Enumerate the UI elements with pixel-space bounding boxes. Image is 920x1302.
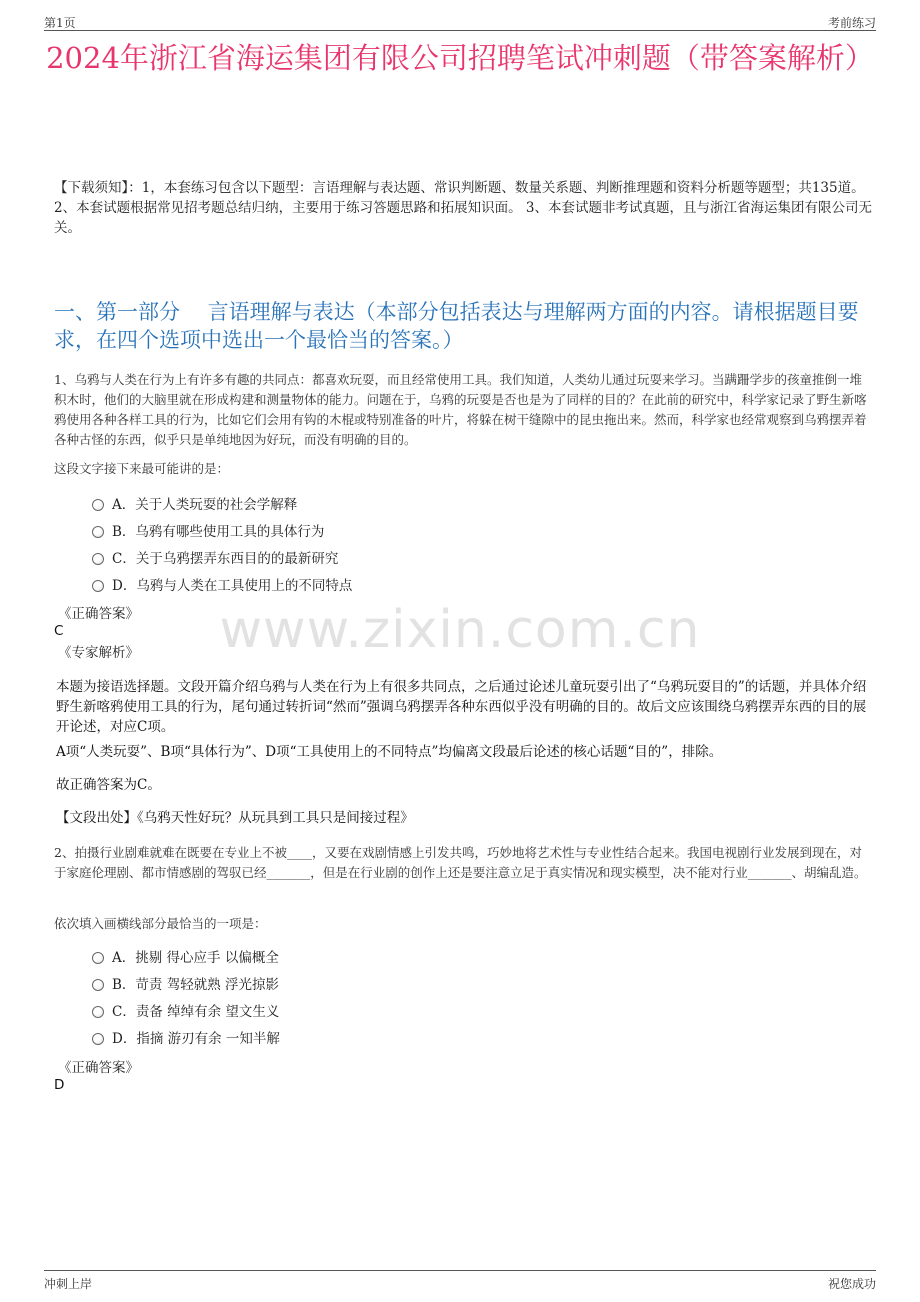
- section-heading: 一、第一部分 言语理解与表达（本部分包括表达与理解两方面的内容。请根据题目要求，在四个选项中选出一个最恰当的答案。）: [54, 300, 859, 352]
- question-1-answer: C: [54, 623, 64, 639]
- question-1-analysis-p3: 故正确答案为C。: [56, 777, 161, 793]
- question-2-option-b[interactable]: [92, 972, 280, 999]
- question-1-options: [92, 492, 352, 600]
- question-1-analysis-p2: A项“人类玩耍”、B项“具体行为”、D项“工具使用上的不同特点”均偏离文段最后论述的核心话题“目的”，排除。: [56, 744, 723, 760]
- header-label: 考前练习: [827, 16, 876, 30]
- question-2-prompt: 依次填入画横线部分最恰当的一项是：: [54, 916, 267, 931]
- page-header: [44, 10, 876, 31]
- watermark: www.zixin.com.cn: [219, 600, 701, 660]
- question-2-options: [92, 945, 280, 1053]
- question-2-option-a[interactable]: [92, 945, 280, 972]
- download-notice: 【下载须知】：1，本套练习包含以下题型：言语理解与表达题、常识判断题、数量关系题、判断推理题和资料分析题等题型；共135道。 2、本套试题根据常见招考题总结归纳，主要用于练习答题思路和拓展知识面。 3、本套试题非考试真题，且与浙江省海运集团有限公司无关。: [54, 180, 872, 236]
- radio-icon[interactable]: [92, 580, 104, 592]
- radio-icon[interactable]: [92, 1006, 104, 1018]
- radio-icon[interactable]: [92, 526, 104, 538]
- question-2-option-d[interactable]: [92, 1026, 280, 1053]
- question-1-analysis-label: 《专家解析》: [58, 645, 139, 661]
- footer-right-label: 祝您成功: [827, 1277, 876, 1291]
- option-label: C．关于乌鸦摆弄东西目的的最新研究: [112, 551, 339, 567]
- document-title: 2024年浙江省海运集团有限公司招聘笔试冲刺题（带答案解析）: [46, 41, 874, 75]
- radio-icon[interactable]: [92, 979, 104, 991]
- option-label: C．责备 绰绰有余 望文生义: [112, 1004, 280, 1020]
- radio-icon[interactable]: [92, 499, 104, 511]
- option-label: A．挑剔 得心应手 以偏概全: [112, 950, 279, 966]
- question-2-stem: 2、拍摄行业剧难就难在既要在专业上不被____，又要在戏剧情感上引发共鸣，巧妙地将艺术性与专业性结合起来。我国电视剧行业发展到现在，对于家庭伦理剧、都市情感剧的驾驭已经_______，但是在行业剧的创作上还是要注意立足于真实情况和现实模型，决不能对行业_______、胡编乱造。: [54, 845, 867, 880]
- radio-icon[interactable]: [92, 1033, 104, 1045]
- radio-icon[interactable]: [92, 553, 104, 565]
- question-2-option-c[interactable]: [92, 999, 280, 1026]
- question-1-option-b[interactable]: [92, 519, 352, 546]
- question-1-stem: 1、乌鸦与人类在行为上有许多有趣的共同点：都喜欢玩耍，而且经常使用工具。我们知道，人类幼儿通过玩耍来学习。当蹒跚学步的孩童推倒一堆积木时，他们的大脑里就在形成构建和测量物体的能力。问题在于，乌鸦的玩耍是否也是为了同样的目的？在此前的研究中，科学家记录了野生新喀鸦使用各种各样工具的行为，比如它们会用有钩的木棍或特别准备的叶片，将躲在树干缝隙中的昆虫拖出来。然而，科学家也经常观察到乌鸦摆弄着各种古怪的东西，似乎只是单纯地因为好玩，而没有明确的目的。: [54, 372, 867, 447]
- option-label: D．指摘 游刃有余 一知半解: [112, 1031, 280, 1047]
- page-footer: [44, 1270, 876, 1295]
- question-1-analysis-p1: 本题为接语选择题。文段开篇介绍乌鸦与人类在行为上有很多共同点，之后通过论述儿童玩耍引出了“乌鸦玩耍目的”的话题，并具体介绍野生新喀鸦使用工具的行为，尾句通过转折词“然而”强调乌鸦摆弄各种东西似乎没有明确的目的。故后文应该围绕乌鸦摆弄东西的目的展开论述，对应C项。: [56, 679, 867, 735]
- question-1-prompt: 这段文字接下来最可能讲的是：: [54, 461, 230, 476]
- option-label: B．乌鸦有哪些使用工具的具体行为: [112, 524, 325, 540]
- question-1-source: 【文段出处】《乌鸦天性好玩？从玩具到工具只是间接过程》: [56, 810, 414, 826]
- option-label: B．苛责 驾轻就熟 浮光掠影: [112, 977, 280, 993]
- question-2-answer: D: [54, 1077, 65, 1093]
- question-1-option-c[interactable]: [92, 546, 352, 573]
- radio-icon[interactable]: [92, 952, 104, 964]
- page-number: 第1页: [44, 16, 76, 30]
- option-label: D．乌鸦与人类在工具使用上的不同特点: [112, 578, 353, 594]
- option-label: A．关于人类玩耍的社会学解释: [112, 497, 298, 513]
- question-1-answer-label: 《正确答案》: [58, 606, 139, 622]
- question-1-option-d[interactable]: [92, 573, 352, 600]
- question-2-answer-label: 《正确答案》: [58, 1060, 139, 1076]
- question-1-option-a[interactable]: [92, 492, 352, 519]
- footer-left-label: 冲刺上岸: [44, 1277, 93, 1291]
